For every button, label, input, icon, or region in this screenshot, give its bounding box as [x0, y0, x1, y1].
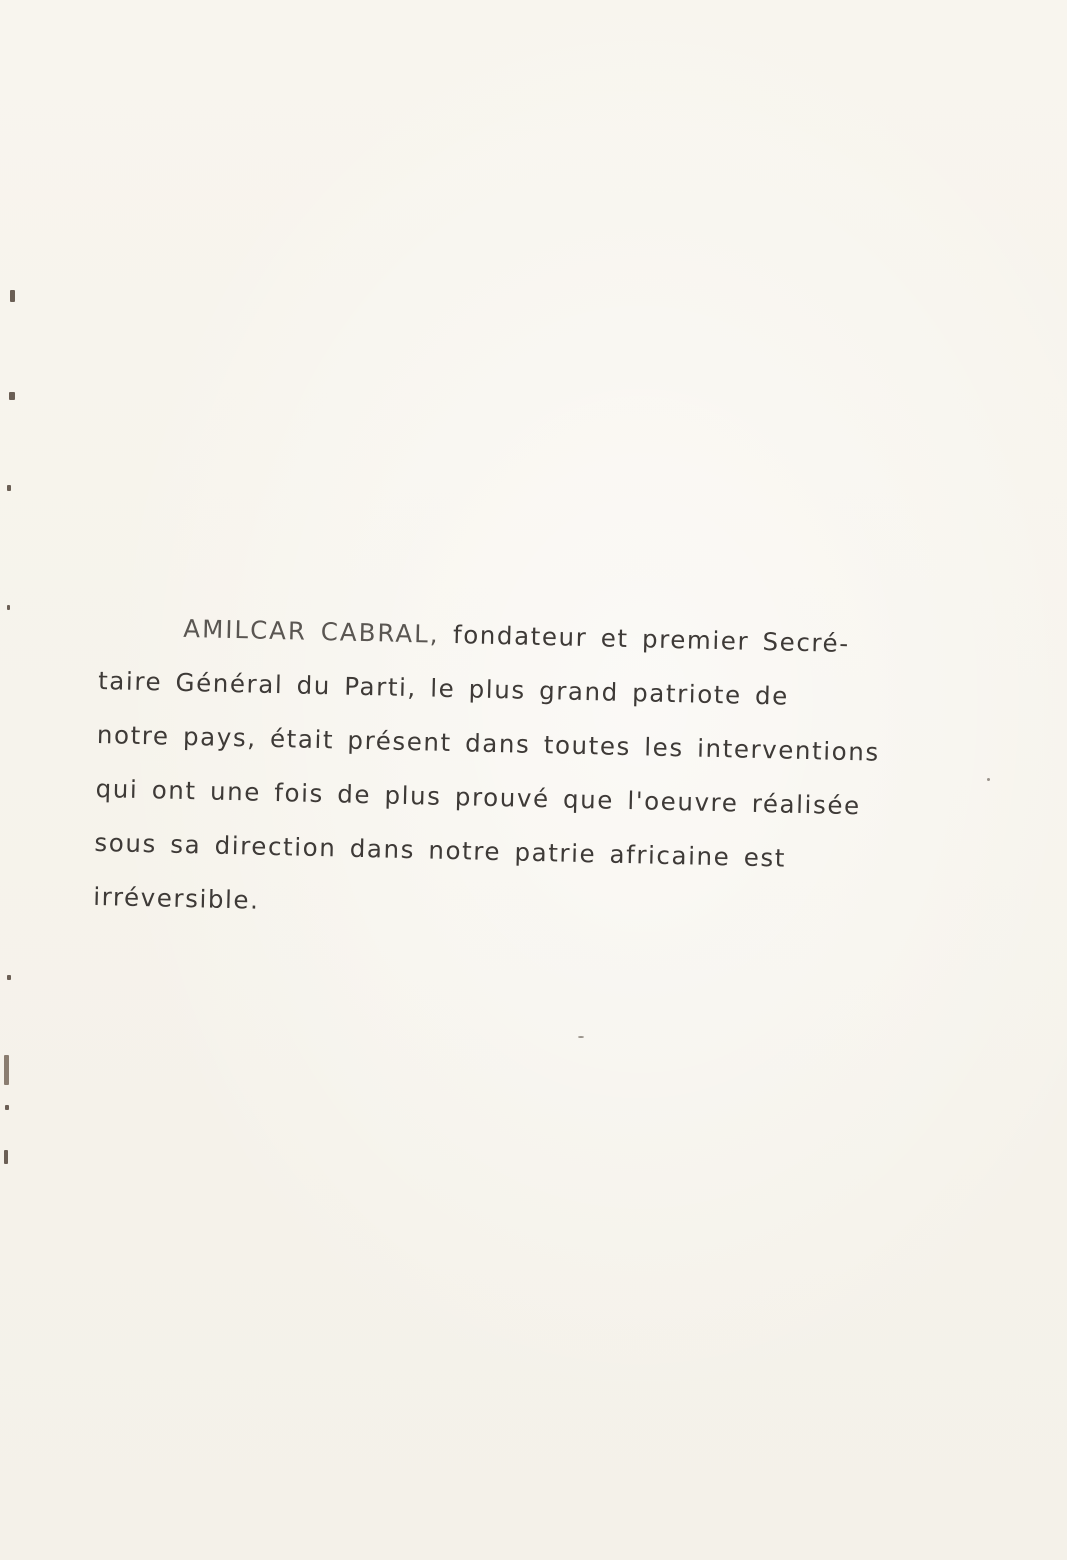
binding-mark: [7, 975, 11, 980]
paragraph-line: irréversible.: [92, 881, 260, 915]
line-text: fondateur et premier Secré-: [452, 620, 851, 659]
binding-mark: [5, 1105, 9, 1110]
binding-mark: [7, 605, 10, 610]
binding-mark: [9, 392, 15, 400]
body-paragraph: [93, 600, 970, 944]
paper-speck: [987, 778, 990, 781]
person-name: AMILCAR CABRAL,: [183, 613, 440, 649]
paragraph-line: notre pays, était présent dans toutes les interventions: [96, 719, 881, 767]
paragraph-line: taire Général du Parti, le plus grand patriote de: [97, 665, 790, 711]
binding-mark: [10, 290, 15, 302]
paper-speck: [578, 1036, 584, 1038]
paragraph-line: sous sa direction dans notre patrie africaine est: [94, 827, 787, 873]
binding-mark: [4, 1150, 8, 1164]
paragraph-line: qui ont une fois de plus prouvé que l'oeuvre réalisée: [95, 773, 862, 821]
binding-hole-marks: [0, 0, 30, 1560]
binding-mark: [4, 1055, 9, 1085]
binding-mark: [7, 485, 11, 491]
